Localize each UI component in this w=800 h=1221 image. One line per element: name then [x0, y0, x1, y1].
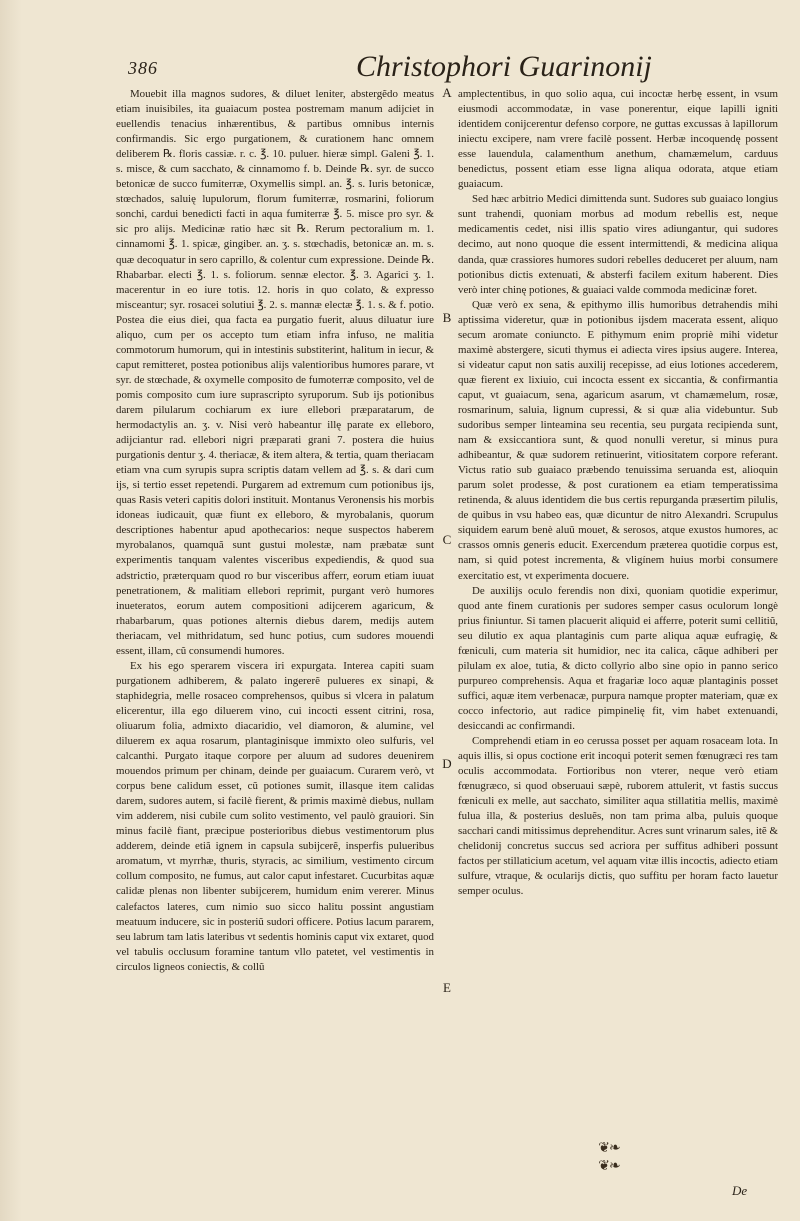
running-head: Christophori Guarinonij — [356, 50, 652, 83]
margin-letter-d: D — [442, 756, 452, 771]
paragraph: amplectentibus, in quo solio aqua, cui incoctæ herbę essent, in vsum eiusmodi accommodatæ, in vase ponerentur, eique lapilli igniti identidem conijcerentur defenso corpore, ne guttas excussas à lapillorum iniectu excipere, nam vrere facilè possent. Herbæ incoquendę possent esse lauendula, calamenthum anethum, chamæmelum, carduus benedictus, possent etiam esse ligna aliqua odorata, atque etiam guaiacum. — [458, 88, 778, 191]
right-text-column — [458, 87, 778, 900]
ornament-top: ❦❧ — [598, 1141, 620, 1156]
paragraph: Mouebit illa magnos sudores, & diluet leniter, abstergẽdo meatus etiam inuisibiles, ita guaiacum postea postremam manum adijciet in euellendis tenacius inhærentibus, & partibus omnibus internis confirmandis. Sic ergo purgationem, & curationem hanc omnem deliberem ℞. floris cassiæ. r. c. ℥. 10. puluer. hieræ simpl. Galeni ℥. 1. s. misce, & cum sacchato, & cinnamomo f. b. Deinde ℞. syr. de succo betonicæ de succo fumiterræ, Oxymellis simpl. an. ℥. s. Iuris betonicæ, stœchados, saluię lupulorum, florum fumiterræ, rosmarini, foliorum sonchi, cardui benedicti facti in aqua fumiterræ ℥. 5. misce pro syr. & sic pro alijs. Medicinæ ratio hæc sit ℞. Rerum pectoralium m. 1. cinnamomi ℥. 1. spicæ, gingiber. an. ʒ. s. stœchadis, betonicæ an. m. s. quæ decoquatur in sero caprillo, & colentur cum expressione. Deinde ℞. Rhabarbar. electi ℥. 1. s. foliorum. sennæ elector. ℥. 3. Agarici ʒ. 1. macerentur in eo iure totis. 12. horis in quo colato, & expresso misceantur; syr. rosacei solutiui ℥. 2. s. mannæ electæ ℥. 1. s. & f. potio. Postea die eius diei, qua facta ea purgatio fuerit, aluus diluatur iure aliquo, cum per os accepto tum etiam infra infuso, ne malitia commotorum humorum, qui in intestinis substiterint, halitum in iecur, & caput remitteret, postea potionibus alijs valentioribus humores parare, vt syr. de stœchade, & oxymelle composito de fumoterræ composito, vel de pomis composito cum iure suprascripto syruporum. Sub ijs potionibus darem pilularum cochiarum ex iure ellebori præparatarum, de hermodactylis an. ʒ. v. Nisi verò habeantur illę parate ex elleboro, adijciantur rad. ellebori nigri præparati grani 7. postera die huius purgationis dentur ʒ. 4. theriacæ, & item altera, & tertia, quam theriacam etiam vna cum syrupis supra scriptis datam vellem ad ℥. s. & dari cum ijs, si tertio esset repetendi. Purgarem ad extremum cum potionibus ijs, quas Rasis veteri capitis dolori instituit. Montanus Veronensis his morbis idoneas iudicauit, quæ fiunt ex elleboro, & myrobalanis, quorum descriptiones habentur apud apothecarios: neque suspectos haberem myrobalanos, quamquã sunt gustui molestæ, nam præbatæ sunt experimentis tanquam valentes visceribus expediendis, & quod sua adstrictio, præterquam quod ro bur visceribus afferr, eorum etiam iuuat penetrationem, & malitiam ellebori reprimit, purgant verò humores inueteratos, eorum autem compositioni adijcerem agaricum, & rhabarbarum, quas potiones alternis diebus darem, medijs autem theriacam, vel mithridatum, sed hunc potius, cum sudores mouendi essent, illam, cũ consumendi humores. — [116, 88, 434, 657]
catchword: De — [732, 1183, 748, 1198]
margin-letter-a: A — [442, 85, 452, 100]
margin-letter-b: B — [442, 310, 452, 325]
margin-letter-e: E — [443, 980, 451, 995]
page-header — [116, 50, 776, 90]
paragraph: Ex his ego sperarem viscera iri expurgata. Interea capiti suam purgationem adhiberem, & palato ingererẽ pulueres ex sinapi, & staphidegria, melle rosaceo comprehensos, quibus si vlcera in palatum elicerentur, illa ego diluerem vino, cui incocti essent citrini, rosa, oliuarum folia, admixto diacaridio, vel diamoron, & aluminε, vel diluerem ex aqua rosarum, plantaginisque immixto oleo sulfuris, vel calcanthi. Purgato itaque corpore per aluum ad sudores deuenirem mouendos primum per chinam, deinde per guaiacum. Curarem verò, vt corpus bene calidum esset, cũ potiones sumit, illasque item calidas darem, sudores autem, si facilè fierent, & primis maximè diebus, nullam vim adderem, nisi cubile cum solito vestimento, vel paulò grauiori. Sin minus facilè fiant, præcipue posterioribus diebus vestimentorum plus adderem, deinde etiã ignem in capsula subijcerẽ, insperfis pulueribus aromatum, vt myrrhæ, thuris, styracis, ac similium, vestimento circum collum composito, ne fumus, aut calor caput infestaret. Cucurbitas aquæ calidæ plenas non libenter subijcerem, humidum enim vererer. Minus calefactos lateres, cum nimio suo sicco halitu possint angustiam meatuum inducere, sic in posteriũ sudori officere. Potius lacum pararem, seu labrum tam latis lateribus vt sedentis hominis caput vix extaret, quod vel tabulis occlusum foramine tantum vllo patetet, vel vestimentis in circulos ligneos coniectis, & collũ — [116, 659, 434, 973]
ornament-bottom: ❦❧ — [598, 1159, 620, 1174]
left-text-column — [116, 87, 434, 975]
paragraph: Quæ verò ex sena, & epithymo illis humoribus detrahendis mihi aptissima videretur, quæ in potionibus ijsdem macerata essent, aliquo secum aromate coniuncto. E pithymum enim propriè mihi videtur maximè abstergere, sicuti thymus ei adiecta vires ipsius augere. Interea, si videatur caput non satis auxilij recepisse, ad eius lotiones accederem, quæ fierent ex lixiuio, cui incocta essent ex siccantia, & confirmantia caput, vt guaiacum, sena, agaricum asarum, vt chamæmelum, rosæ, rosmarinum, saluia, lignum cupressi, & si quæ alia videbuntur. Sub sudoribus semper linteamina seu recentia, seu purgata recipienda sunt, nam & exsiccantiora sunt, & quod nonulli veretur, si minus pura adhibeantur, & quæ sudorem retinuerint, vitiositatem corpore referant. Victus ratio sub guaiaco præbendo tenuissima seruanda est, alioquin parum solet prodesse, & post curationem ea etiam temperatissima retinenda, & aluus identidem die bus certis repurganda præsertim pilulis, de quibus in vsu habeo eas, quæ dicuntur de nitro Alexandri. Scrupulus siquidem earum benè aluũ mouet, & serosos, atque exustos humores, ac crassos omnis generis educit. Exercendum præterea quotidie corpus est, nam, si quid potest incrementa, & vligínem huius morbi consumere exercitatio est, vt experimenta docuere. — [458, 298, 778, 582]
page-number: 386 — [128, 58, 158, 78]
paragraph: Sed hæc arbitrio Medici dimittenda sunt. Sudores sub guaiaco longius sunt trahendi, quoniam morbus ad modum rebellis est, neque medicamentis cedet, nisi illis spatio vires adiungantur, qui sudores decimo, aut nono quoque die essent intermittendi, & medicina aliqua danda, quæ crassiores humores sudori rebelles deduceret per aluum, nam potionibus dictis extenuati, & absterfi facilem exitum haberent. Dies verò inter chinę potiones, & guaiaci valde commoda medicinæ foret. — [458, 193, 778, 296]
paragraph: Comprehendi etiam in eo cerussa posset per aquam rosaceam lota. In aquis illis, si opus coctione erit incoqui poterit semen fœnugræci res tam oculis accommodata. Fortioribus non vterer, neque verò etiam fœnugræco, si quod obseruaui sæpè, ruborem attulerit, vt fastis succus fœniculi ex melle, aut sacchato, similiter aqua stillatitia mellis, maximè fulua illa, & posterius desluẽs, non tam prima alba, puluis quoque sacchari candi mitissimus deprehenditur. Acres sunt vrinarum sales, itẽ & chelidonij concretus succus sed acriora per suffitus adhiberi possunt factos per stillaticium acetum, vel aquam vitæ illis incoctis, adiecto etiam sulfure, vtraque, & ocularijs dictis, quo suffitu per horam facto lauetur semper oculus. — [458, 735, 778, 898]
paragraph: De auxilijs oculo ferendis non dixi, quoniam quotidie experimur, quod ante finem curationis per sudores semper casus oculorum longè prius finiuntur. Si tamen placuerit aliquid ei afferre, poterit sumi cellitiũ, seu dilutio ex aqua plantaginis cum parte aliqua aquæ eufragię, & fœniculi, cum materia sit humidior, nec ita calica, cãque adhiberi per pilulam ex aloe, tutia, & dicto collyrio albo sine opio in panno serico purpureo comprehensis. Aqua et fragariæ loco aquæ plantaginis posset suffici, aquæ item verbenacæ, purpura namque propter materiam, quæ ex cocco infectorio, aut radice pimpinelię fit, vim habet extenuandi, desiccandi ac confirmandi. — [458, 584, 778, 732]
margin-letter-c: C — [442, 532, 452, 547]
